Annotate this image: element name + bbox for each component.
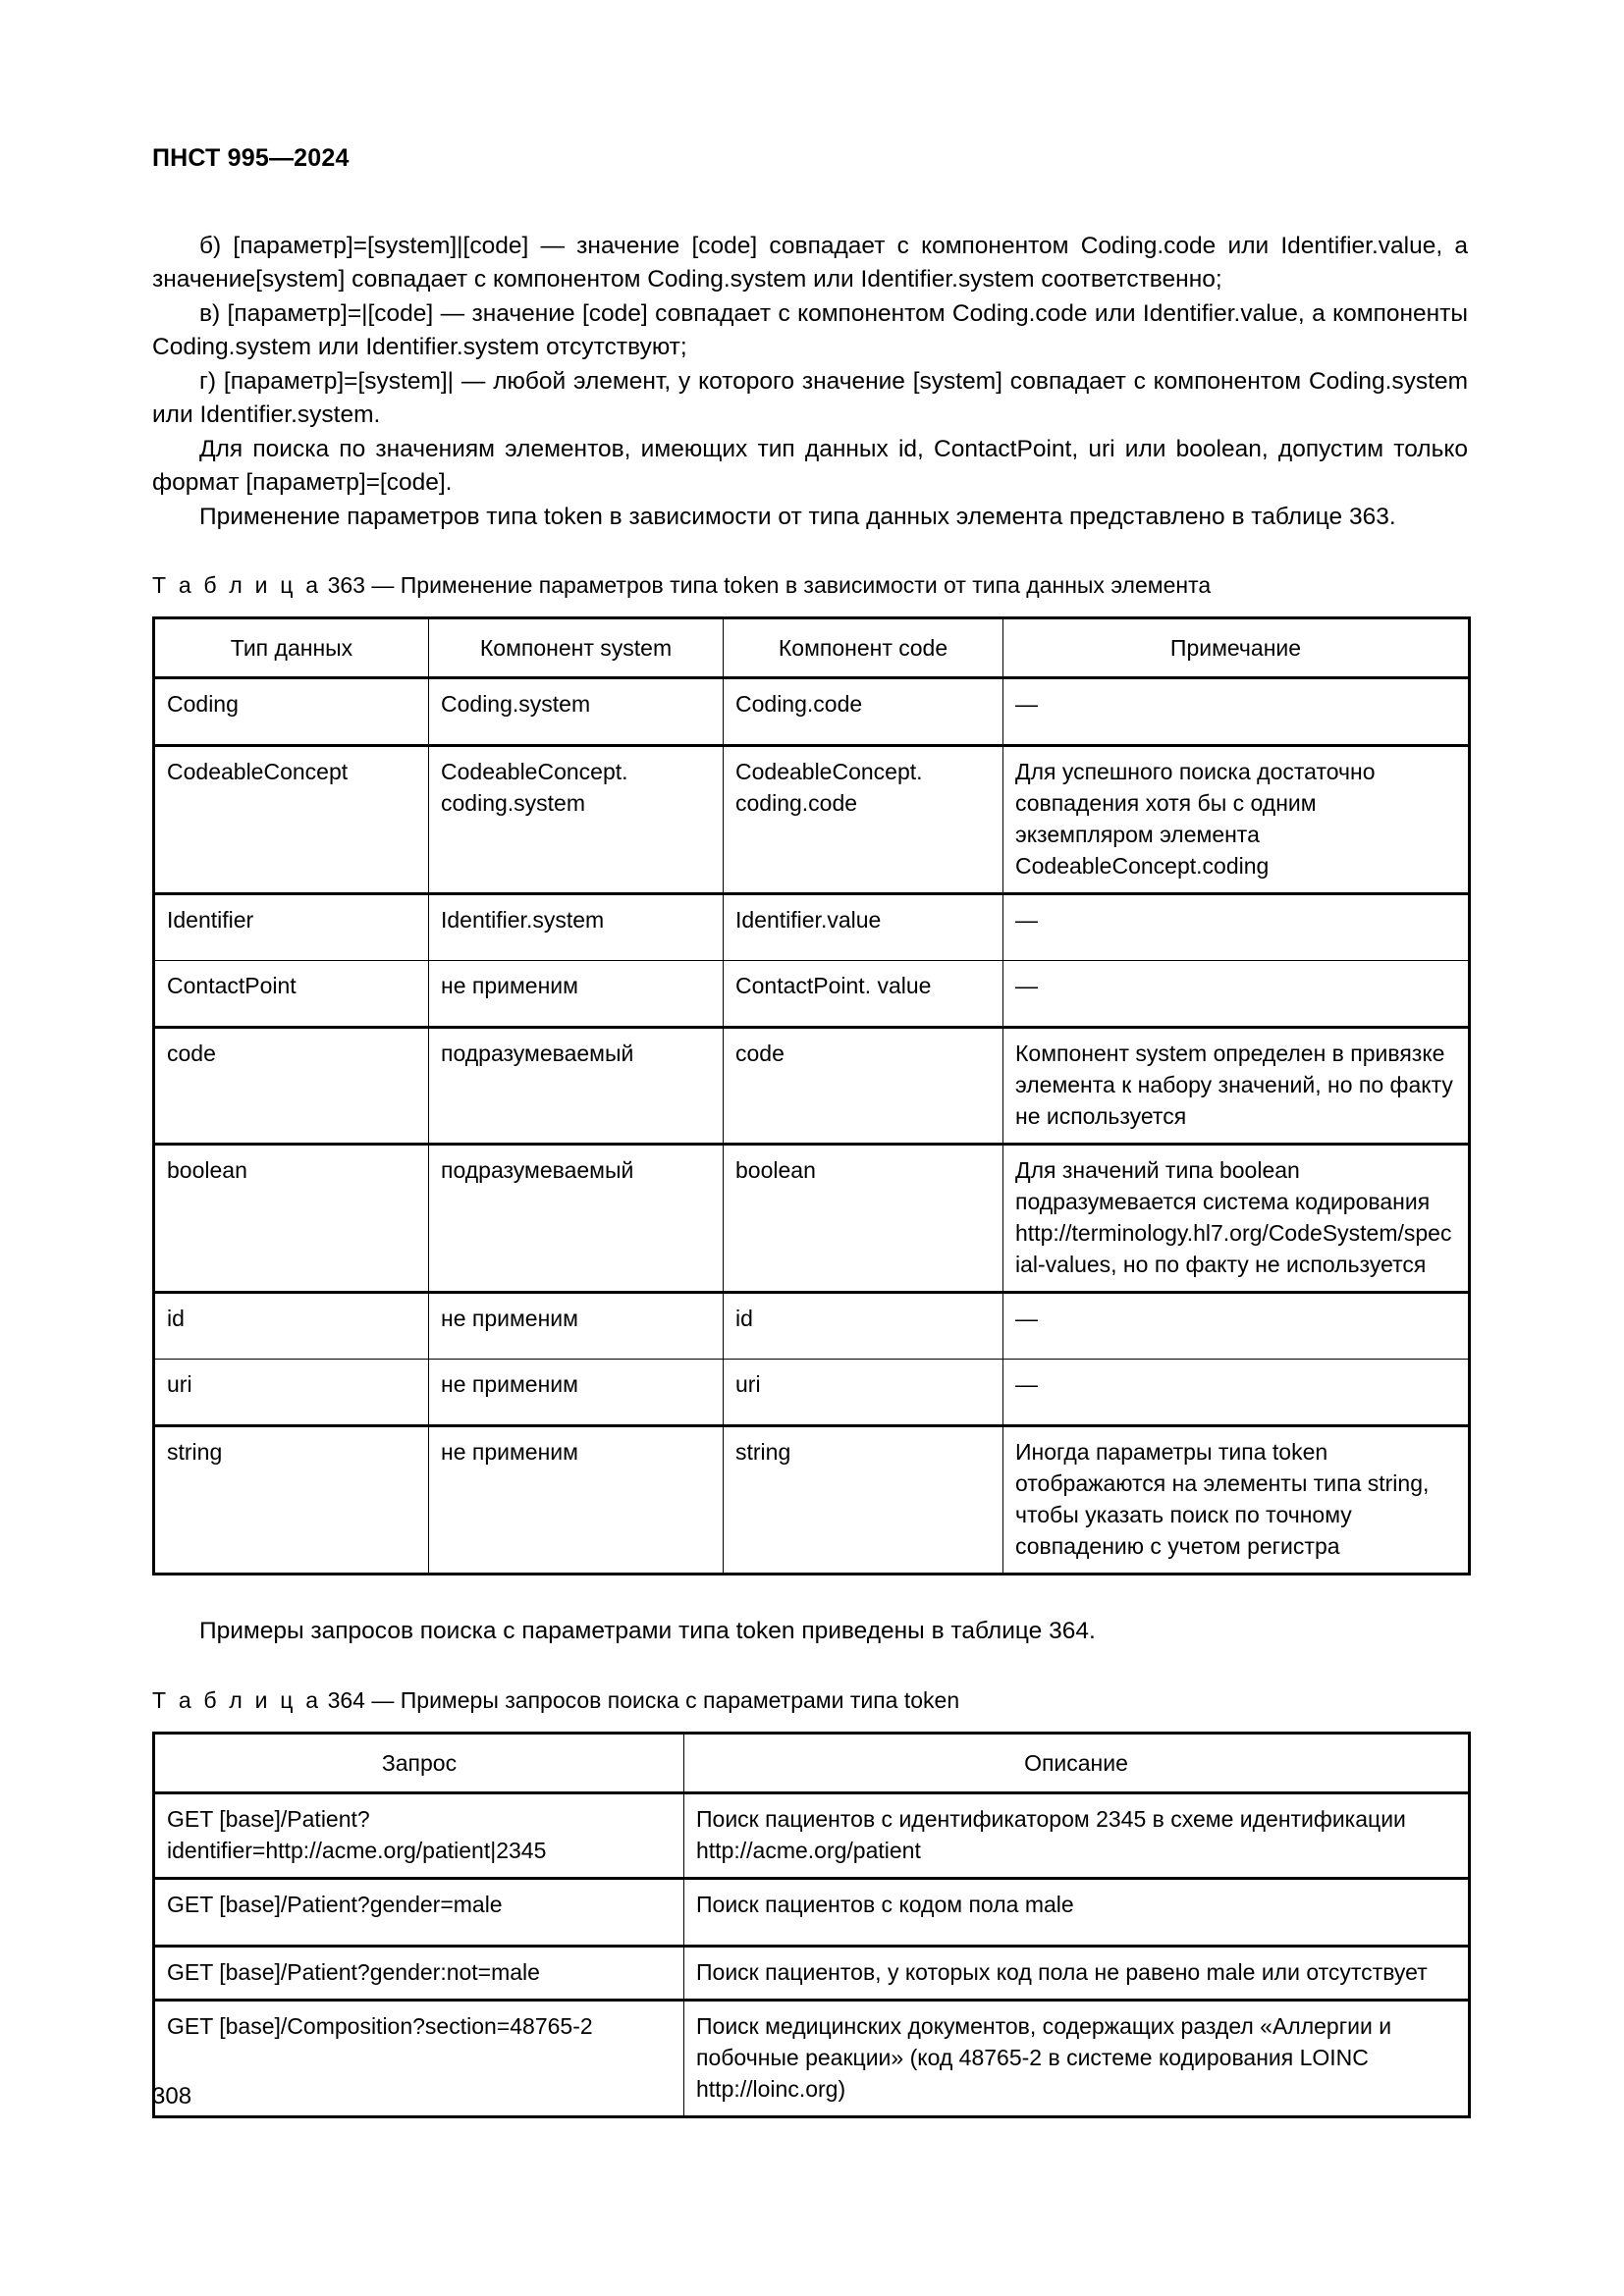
table-363-caption-title: Применение параметров типа token в зависимости от типа данных элемента: [400, 572, 1212, 598]
table-363-col-header-type: Тип данных: [154, 618, 429, 678]
cell-note: —: [1003, 894, 1470, 961]
cell-code: code: [724, 1028, 1003, 1145]
table-364-caption: [152, 1684, 1468, 1716]
paragraph-v: в) [параметр]=|[code] — значение [code] совпадает с компонентом Coding.code или Identifier.value, а компоненты Coding.system или Identifier.system отсутствуют;: [152, 299, 1468, 360]
table-363-caption: [152, 569, 1468, 601]
cell-code: boolean: [724, 1145, 1003, 1293]
cell-description: Поиск пациентов с кодом пола male: [684, 1878, 1470, 1946]
cell-system: CodeableConcept. coding.system: [429, 746, 724, 894]
cell-note: —: [1003, 961, 1470, 1028]
table-363-col-header-system: Компонент system: [429, 618, 724, 678]
table-row: [154, 1293, 1470, 1360]
table-row: [154, 1792, 1470, 1878]
cell-system: подразумеваемый: [429, 1028, 724, 1145]
table-363-caption-label: Т а б л и ц а: [152, 572, 322, 598]
table-363-caption-number: 363: [327, 572, 365, 598]
table-row: [154, 678, 1470, 746]
cell-request: GET [base]/Patient?gender:not=male: [154, 1946, 684, 2000]
cell-note: —: [1003, 1360, 1470, 1426]
table-364: [152, 1732, 1471, 2118]
table-row: [154, 961, 1470, 1028]
table-364-col-header-description: Описание: [684, 1733, 1470, 1792]
table-row: [154, 1878, 1470, 1946]
cell-description: Поиск пациентов, у которых код пола не равено male или отсутствует: [684, 1946, 1470, 2000]
paragraph-g: г) [параметр]=[system]| — любой элемент, у которого значение [system] совпадает с компонентом Coding.system или Identifier.system.: [152, 367, 1468, 428]
cell-system: подразумеваемый: [429, 1145, 724, 1293]
cell-type: ContactPoint: [154, 961, 429, 1028]
table-row: [154, 1426, 1470, 1575]
cell-code: uri: [724, 1360, 1003, 1426]
cell-type: boolean: [154, 1145, 429, 1293]
cell-type: uri: [154, 1360, 429, 1426]
table-row: [154, 1360, 1470, 1426]
cell-note: Компонент system определен в привязке элемента к набору значений, но по факту не используется: [1003, 1028, 1470, 1145]
page-number: 308: [152, 2083, 192, 2109]
cell-description: Поиск пациентов с идентификатором 2345 в схеме идентификации http://acme.org/patient: [684, 1792, 1470, 1878]
cell-description: Поиск медицинских документов, содержащих раздел «Аллергии и побочные реакции» (код 48765-2 в системе кодирования LOINC http://loinc.org): [684, 2000, 1470, 2116]
cell-type: code: [154, 1028, 429, 1145]
cell-type: string: [154, 1426, 429, 1575]
paragraph-search-formats: Для поиска по значениям элементов, имеющих тип данных id, ContactPoint, uri или boolean, допустим только формат [параметр]=[code].: [152, 435, 1468, 496]
cell-request: GET [base]/Patient?gender=male: [154, 1878, 684, 1946]
cell-code: Coding.code: [724, 678, 1003, 746]
table-363-col-header-code: Компонент code: [724, 618, 1003, 678]
table-364-header-row: [154, 1733, 1470, 1792]
table-row: [154, 746, 1470, 894]
paragraph-b: б) [параметр]=[system]|[code] — значение [code] совпадает с компонентом Coding.code или Identifier.value, а значение[system] совпадает с компонентом Coding.system или Identifier.system соответственно;: [152, 232, 1468, 293]
paragraph-table-363-reference: Применение параметров типа token в зависимости от типа данных элемента представлено в таблице 363.: [199, 503, 1396, 530]
paragraph-table-364-reference: Примеры запросов поиска с параметрами типа token приведены в таблице 364.: [199, 1618, 1096, 1644]
cell-system: Coding.system: [429, 678, 724, 746]
spacer: [152, 534, 1468, 569]
table-364-caption-number: 364: [327, 1686, 365, 1713]
cell-type: CodeableConcept: [154, 746, 429, 894]
cell-note: —: [1003, 678, 1470, 746]
cell-system: не применим: [429, 1293, 724, 1360]
cell-note: Иногда параметры типа token отображаются на элементы типа string, чтобы указать поиск по точному совпадению с учетом регистра: [1003, 1426, 1470, 1575]
cell-type: Identifier: [154, 894, 429, 961]
table-row: [154, 1028, 1470, 1145]
cell-system: не применим: [429, 1426, 724, 1575]
table-364-col-header-request: Запрос: [154, 1733, 684, 1792]
page-content: [152, 145, 1468, 2118]
cell-system: не применим: [429, 961, 724, 1028]
cell-code: CodeableConcept. coding.code: [724, 746, 1003, 894]
cell-system: Identifier.system: [429, 894, 724, 961]
table-363: [152, 616, 1471, 1575]
spacer: [152, 1649, 1468, 1684]
cell-type: Coding: [154, 678, 429, 746]
cell-note: —: [1003, 1293, 1470, 1360]
cell-code: id: [724, 1293, 1003, 1360]
table-364-caption-dash: —: [371, 1686, 395, 1713]
cell-request: GET [base]/Composition?section=48765-2: [154, 2000, 684, 2116]
cell-type: id: [154, 1293, 429, 1360]
cell-request: GET [base]/Patient?identifier=http://acme.org/patient|2345: [154, 1792, 684, 1878]
table-364-caption-label: Т а б л и ц а: [152, 1686, 322, 1713]
running-header: ПНСТ 995—2024: [152, 144, 350, 172]
cell-note: Для значений типа boolean подразумевается система кодирования http://terminology.hl7.org/CodeSystem/special-values, но по факту не используется: [1003, 1145, 1470, 1293]
table-363-caption-dash: —: [371, 572, 395, 598]
table-364-caption-title: Примеры запросов поиска с параметрами типа token: [400, 1686, 960, 1713]
table-row: [154, 2000, 1470, 2116]
cell-code: ContactPoint. value: [724, 961, 1003, 1028]
cell-code: string: [724, 1426, 1003, 1575]
spacer: [152, 1575, 1468, 1615]
cell-code: Identifier.value: [724, 894, 1003, 961]
cell-note: Для успешного поиска достаточно совпадения хотя бы с одним экземпляром элемента CodeableConcept.coding: [1003, 746, 1470, 894]
table-row: [154, 1946, 1470, 2000]
table-row: [154, 894, 1470, 961]
table-363-col-header-note: Примечание: [1003, 618, 1470, 678]
cell-system: не применим: [429, 1360, 724, 1426]
table-363-header-row: [154, 618, 1470, 678]
table-row: [154, 1145, 1470, 1293]
